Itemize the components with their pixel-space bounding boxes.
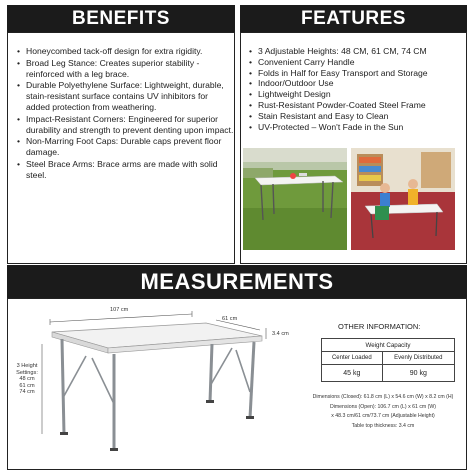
dimensions-line: Table top thickness: 3.4 cm <box>351 422 415 429</box>
weight-capacity-table <box>321 338 455 382</box>
height-settings-line: 61 cm <box>19 382 35 389</box>
benefits-heading: BENEFITS <box>7 5 235 32</box>
height-settings-line: Settings: <box>16 369 38 376</box>
other-information-title: OTHER INFORMATION: <box>338 322 421 331</box>
benefit-item: • Impact-Resistant Corners: Engineered for superior durability and strength to prevent denting upon impact. <box>16 114 234 136</box>
feature-item: • 3 Adjustable Heights: 48 CM, 61 CM, 74 CM <box>248 46 466 57</box>
width-label: 61 cm <box>222 316 238 322</box>
height-settings-line: 74 cm <box>19 389 35 396</box>
height-settings-label <box>12 363 42 396</box>
feature-item: • Convenient Carry Handle <box>248 57 466 68</box>
feature-item: • Folds in Half for Easy Transport and Storage <box>248 68 466 79</box>
benefit-item: • Honeycombed tack-off design for extra rigidity. <box>16 46 234 57</box>
table-diagram <box>36 306 276 466</box>
features-heading: FEATURES <box>240 5 467 32</box>
benefit-item: • Steel Brace Arms: Brace arms are made with solid steel. <box>16 159 234 181</box>
weight-capacity-title: Weight Capacity <box>322 339 455 352</box>
height-settings-line: 3 Height <box>16 363 38 369</box>
table-value-cell: 45 kg <box>322 365 383 382</box>
thickness-label: 3.4 cm <box>272 331 289 337</box>
dimensions-line: x 48.3 cm/61 cm/73.7 cm (Adjustable Height) <box>331 413 435 419</box>
dimensions-line: Dimensions (Open): 106.7 cm (L) x 61 cm (W) <box>329 403 437 410</box>
features-list <box>248 46 466 132</box>
feature-item: • UV-Protected – Won't Fade in the Sun <box>248 122 466 133</box>
benefits-list <box>16 46 234 182</box>
length-label: 107 cm <box>110 307 129 313</box>
table-header-cell: Evenly Distributed <box>382 352 454 365</box>
dimensions-text <box>298 393 468 431</box>
feature-item: • Stain Resistant and Easy to Clean <box>248 111 466 122</box>
benefit-item: • Durable Polyethylene Surface: Lightweight, durable, stain-resistant surface contains UV inhibitors for added protection from weathering. <box>16 80 234 112</box>
dimensions-line: Dimensions (Closed): 61.8 cm (L) x 54.6 cm (W) x 8.2 cm (H) <box>312 394 454 400</box>
feature-item: • Rust-Resistant Powder-Coated Steel Frame <box>248 100 466 111</box>
table-header-cell: Center Loaded <box>322 352 383 365</box>
benefit-item: • Non-Marring Foot Caps: Durable caps prevent floor damage. <box>16 136 234 158</box>
benefit-item: • Broad Leg Stance: Creates superior stability - reinforced with a leg brace. <box>16 58 234 80</box>
table-value-cell: 90 kg <box>382 365 454 382</box>
indoor-photo <box>351 148 455 250</box>
measurements-heading: MEASUREMENTS <box>7 265 467 298</box>
outdoor-photo <box>243 148 347 250</box>
feature-item: • Lightweight Design <box>248 89 466 100</box>
feature-item: • Indoor/Outdoor Use <box>248 78 466 89</box>
height-settings-line: 48 cm <box>19 376 35 383</box>
